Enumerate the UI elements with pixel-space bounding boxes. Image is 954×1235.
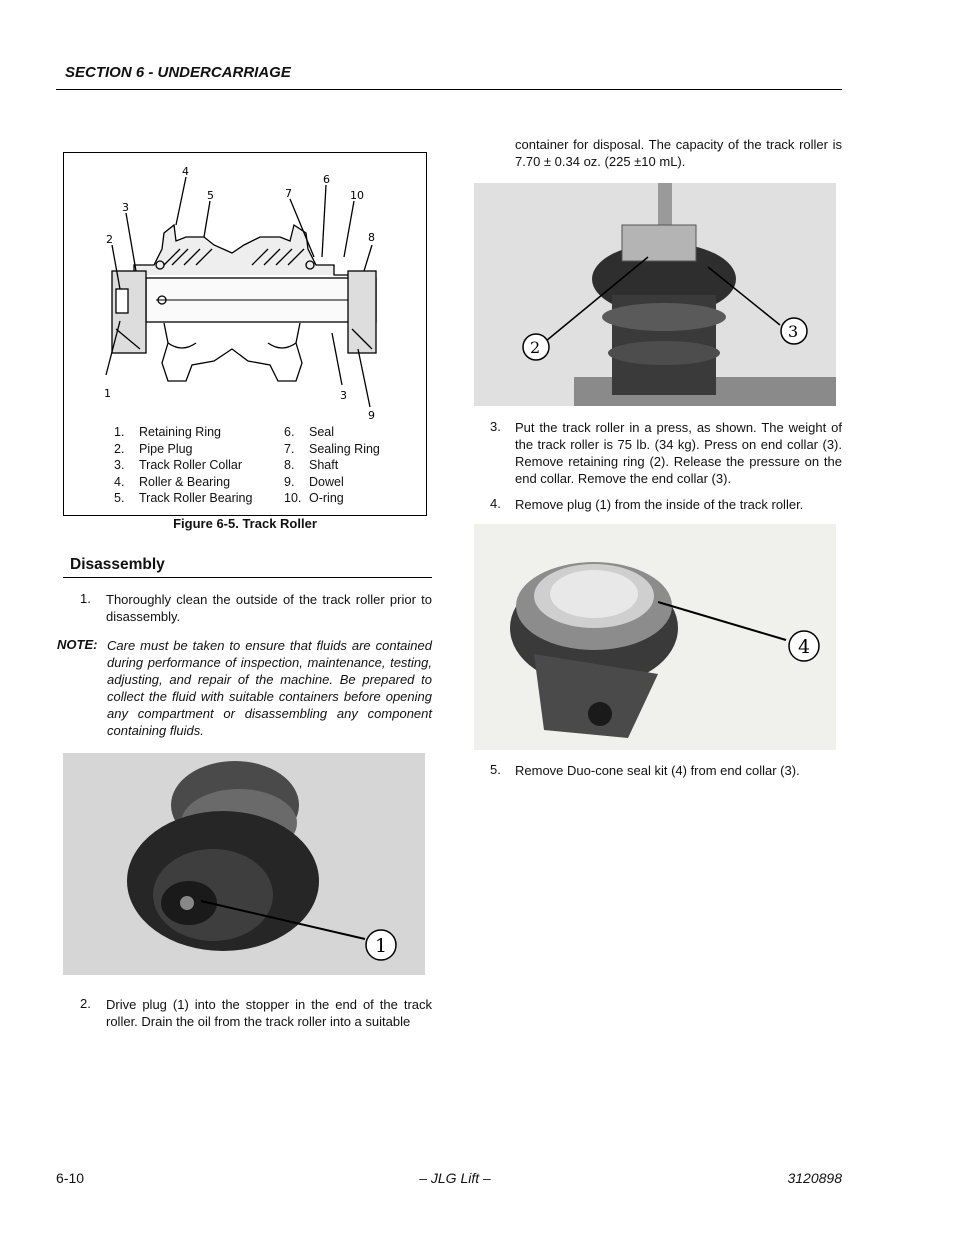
track-roller-press-photo [474, 183, 836, 406]
legend-item: 4. Roller & Bearing [114, 475, 231, 489]
step-4-text: Remove plug (1) from the inside of the track roller. [515, 497, 804, 512]
callout-4: 4 [182, 165, 189, 178]
step-5-text: Remove Duo-cone seal kit (4) from end collar (3). [515, 763, 800, 778]
callout-5: 5 [207, 189, 214, 202]
heading-underline [63, 577, 432, 578]
callout-10: 10 [350, 189, 364, 202]
legend-item: 10. O-ring [284, 491, 344, 505]
legend-item: 1. Retaining Ring [114, 425, 221, 439]
step-3-text: Put the track roller in a press, as shown. The weight of the track roller is 75 lb. (34 kg). Press on end collar (3). Remove retaining ring (2). Release the pressure on the end collar. Remove the end collar (3). [515, 420, 842, 486]
callout-7: 7 [285, 187, 292, 200]
step-2-text: Drive plug (1) into the stopper in the end of the track roller. Drain the oil from the track roller into a suitable [106, 997, 432, 1029]
callout-1: 1 [104, 387, 111, 400]
legend-item: 6. Seal [284, 425, 335, 439]
note-label: NOTE: [57, 637, 98, 652]
note-text: Care must be taken to ensure that fluids are contained during performance of inspection, maintenance, testing, adjusting, and repair of the machine. Be prepared to collect the fluid with suitable containers before opening any compartment or disassembling any component containing fluids. [107, 638, 432, 738]
track-roller-end-photo [63, 753, 425, 975]
legend-item: 9. Dowel [284, 475, 344, 489]
section-title: SECTION 6 - UNDERCARRIAGE [65, 64, 291, 81]
footer-brand: – JLG Lift – [419, 1170, 491, 1186]
step-4-number: 4. [490, 496, 501, 511]
track-roller-figure [63, 152, 427, 516]
legend-item: 8. Shaft [284, 458, 339, 472]
photo-2-callout-2: 2 [530, 338, 541, 357]
callout-6: 6 [323, 173, 330, 186]
photo-2-callout-3: 3 [788, 322, 799, 341]
photo-1-callout: 1 [375, 935, 388, 957]
document-number: 3120898 [787, 1170, 842, 1186]
step-1-text: Thoroughly clean the outside of the track roller prior to disassembly. [106, 592, 432, 624]
legend-item: 7. Sealing Ring [284, 442, 380, 456]
page-number: 6-10 [56, 1170, 85, 1186]
callout-3-top: 3 [122, 201, 129, 214]
callout-8: 8 [368, 231, 375, 244]
header-divider [56, 89, 842, 90]
legend-item: 2. Pipe Plug [114, 442, 193, 456]
legend-item: 3. Track Roller Collar [114, 458, 243, 472]
callout-2: 2 [106, 233, 113, 246]
callout-3-bottom: 3 [340, 389, 347, 402]
legend-item: 5. Track Roller Bearing [114, 491, 253, 505]
figure-caption: Figure 6-5. Track Roller [173, 516, 317, 531]
step-2-number: 2. [80, 996, 91, 1011]
callout-9: 9 [368, 409, 375, 422]
step-5-number: 5. [490, 762, 501, 777]
end-collar-photo [474, 524, 836, 750]
step-3-number: 3. [490, 419, 501, 434]
photo-3-callout-4: 4 [798, 636, 811, 658]
step-2-continued-text: container for disposal. The capacity of the track roller is 7.70 ± 0.34 oz. (225 ±10 mL). [515, 137, 842, 169]
step-1-number: 1. [80, 591, 91, 606]
disassembly-heading: Disassembly [70, 556, 165, 573]
